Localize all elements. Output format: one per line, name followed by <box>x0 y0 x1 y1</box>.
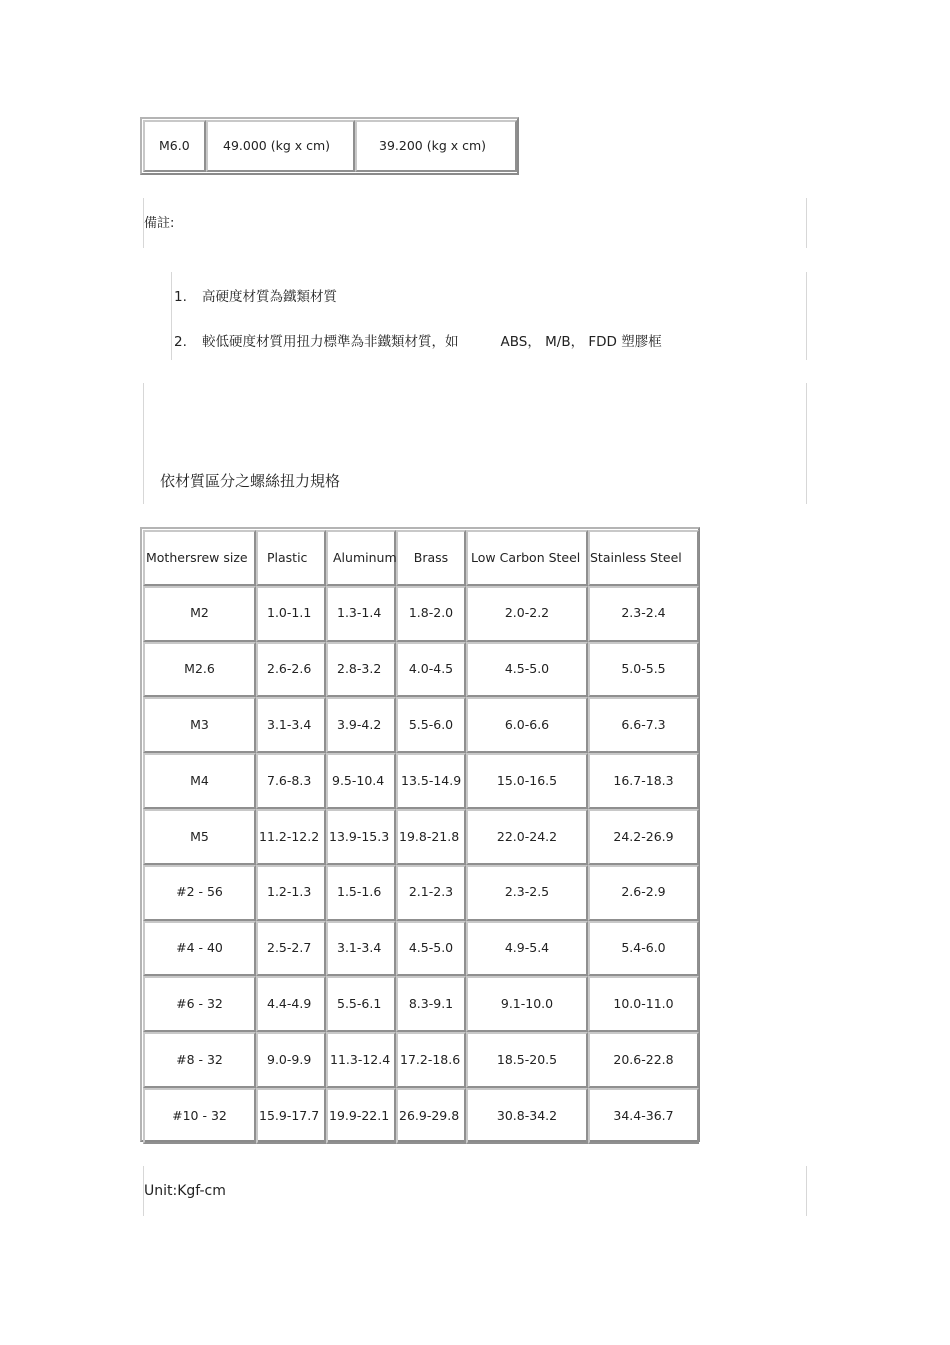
table-cell: 34.4-36.7 <box>588 1088 699 1144</box>
table-cell: 5.5-6.1 <box>326 976 396 1032</box>
row-header: #8 - 32 <box>143 1032 256 1088</box>
row-header: #4 - 40 <box>143 921 256 977</box>
unit-label: Unit:Kgf-cm <box>144 1183 226 1199</box>
table-cell: 20.6-22.8 <box>588 1032 699 1088</box>
column-header: Aluminum <box>326 530 396 586</box>
guide-line <box>806 272 807 360</box>
table-cell: 9.1-10.0 <box>466 976 588 1032</box>
table-cell: 4.5-5.0 <box>396 921 466 977</box>
list-item <box>174 330 662 350</box>
table-cell: 4.5-5.0 <box>466 642 588 698</box>
list-item <box>174 285 337 305</box>
column-header: Brass <box>396 530 466 586</box>
table-cell: 17.2-18.6 <box>396 1032 466 1088</box>
table-cell: 49.000 (kg x cm) <box>206 120 355 172</box>
table-cell: 3.1-3.4 <box>326 921 396 977</box>
table-cell: 1.2-1.3 <box>256 865 326 921</box>
list-item-number: 1. <box>174 289 187 305</box>
top-torque-table <box>140 117 519 175</box>
table-cell: 1.5-1.6 <box>326 865 396 921</box>
table-cell: 1.0-1.1 <box>256 586 326 642</box>
column-header: Low Carbon Steel <box>466 530 588 586</box>
table-cell: 2.5-2.7 <box>256 921 326 977</box>
section-title: 依材質區分之螺絲扭力規格 <box>160 472 341 490</box>
notes-label: 備註: <box>144 216 175 231</box>
row-header: M2.6 <box>143 642 256 698</box>
table-cell: 9.0-9.9 <box>256 1032 326 1088</box>
table-cell: 22.0-24.2 <box>466 809 588 865</box>
column-header: Plastic <box>256 530 326 586</box>
row-header: #10 - 32 <box>143 1088 256 1144</box>
table-cell: 2.6-2.6 <box>256 642 326 698</box>
table-cell: 1.8-2.0 <box>396 586 466 642</box>
table-cell: 5.5-6.0 <box>396 697 466 753</box>
row-header: M3 <box>143 697 256 753</box>
table-cell: 11.2-12.2 <box>256 809 326 865</box>
row-header: #2 - 56 <box>143 865 256 921</box>
table-cell: 15.9-17.7 <box>256 1088 326 1144</box>
table-cell: 4.0-4.5 <box>396 642 466 698</box>
table-cell: 13.9-15.3 <box>326 809 396 865</box>
table-cell: 7.6-8.3 <box>256 753 326 809</box>
table-cell: M6.0 <box>143 120 206 172</box>
table-cell: 15.0-16.5 <box>466 753 588 809</box>
torque-spec-table <box>140 527 700 1142</box>
table-cell: 3.9-4.2 <box>326 697 396 753</box>
column-header: Stainless Steel <box>588 530 699 586</box>
table-cell: 19.8-21.8 <box>396 809 466 865</box>
row-header: #6 - 32 <box>143 976 256 1032</box>
list-item-number: 2. <box>174 334 187 350</box>
table-cell: 2.0-2.2 <box>466 586 588 642</box>
table-cell: 6.0-6.6 <box>466 697 588 753</box>
guide-line <box>806 198 807 248</box>
table-cell: 8.3-9.1 <box>396 976 466 1032</box>
table-cell: 30.8-34.2 <box>466 1088 588 1144</box>
column-header: Mothersrew size <box>143 530 256 586</box>
list-item-text: 高硬度材質為鐵類材質 <box>202 289 337 305</box>
table-cell: 1.3-1.4 <box>326 586 396 642</box>
guide-line <box>806 383 807 504</box>
table-cell: 6.6-7.3 <box>588 697 699 753</box>
table-cell: 18.5-20.5 <box>466 1032 588 1088</box>
table-cell: 19.9-22.1 <box>326 1088 396 1144</box>
table-cell: 11.3-12.4 <box>326 1032 396 1088</box>
table-cell: 4.4-4.9 <box>256 976 326 1032</box>
table-cell: 10.0-11.0 <box>588 976 699 1032</box>
table-cell: 5.4-6.0 <box>588 921 699 977</box>
table-cell: 39.200 (kg x cm) <box>355 120 517 172</box>
row-header: M4 <box>143 753 256 809</box>
guide-line <box>143 383 144 504</box>
table-cell: 26.9-29.8 <box>396 1088 466 1144</box>
list-item-extra: ABS， M/B， FDD 塑膠框 <box>500 334 662 350</box>
row-header: M2 <box>143 586 256 642</box>
table-cell: 3.1-3.4 <box>256 697 326 753</box>
table-cell: 2.6-2.9 <box>588 865 699 921</box>
guide-line <box>171 272 172 360</box>
table-cell: 4.9-5.4 <box>466 921 588 977</box>
table-cell: 13.5-14.9 <box>396 753 466 809</box>
list-item-text: 較低硬度材質用扭力標準為非鐵類材質，如 <box>202 334 459 350</box>
table-cell: 2.3-2.4 <box>588 586 699 642</box>
table-cell: 16.7-18.3 <box>588 753 699 809</box>
table-cell: 5.0-5.5 <box>588 642 699 698</box>
row-header: M5 <box>143 809 256 865</box>
table-cell: 2.3-2.5 <box>466 865 588 921</box>
table-cell: 24.2-26.9 <box>588 809 699 865</box>
table-cell: 2.1-2.3 <box>396 865 466 921</box>
table-cell: 9.5-10.4 <box>326 753 396 809</box>
guide-line <box>806 1166 807 1216</box>
table-cell: 2.8-3.2 <box>326 642 396 698</box>
